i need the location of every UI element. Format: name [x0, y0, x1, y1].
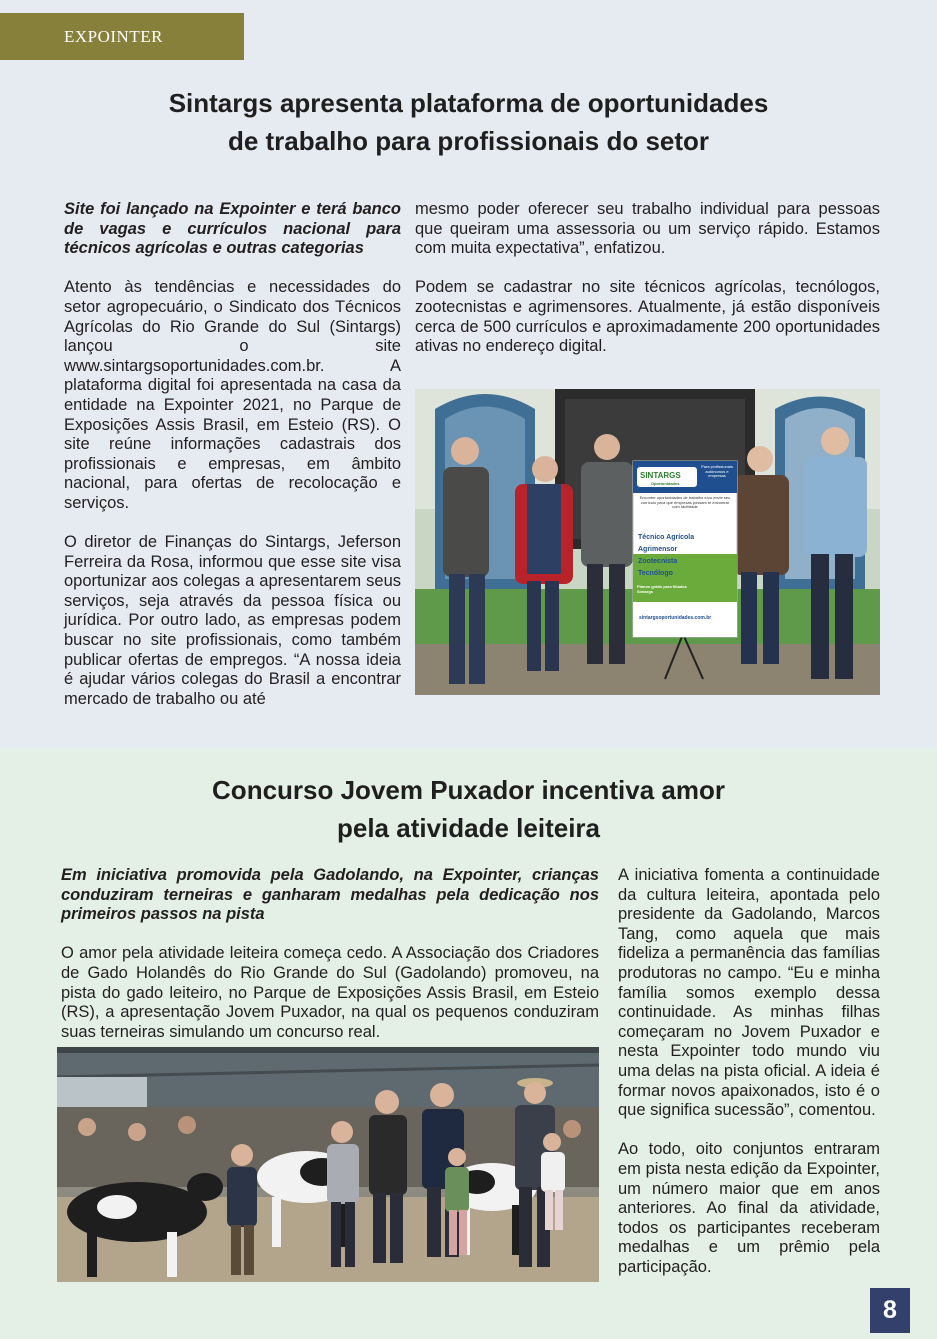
banner-item: Tecnólogo [638, 570, 673, 577]
article1-photo [415, 389, 880, 695]
banner-brand: SINTARGS [640, 471, 681, 480]
article1-paragraph: Atento às tendências e necessidades do setor agropecuário, o Sindicato dos Técnicos Agrícolas do Rio Grande do Sul (Sintargs) lançou o site www.sintargsoportunidades.com.br. A plataforma digital foi apresentada na casa da entidade na Expointer 2021, no Parque de Exposições Assis Brasil, em Esteio (RS). O site reúne informações cadastrais dos profissionais e empresas, em âmbito nacional, para ofertas de recolocação e serviços. [64, 278, 401, 512]
section-label: EXPOINTER [64, 27, 163, 46]
banner-intro: Encontre oportunidades de trabalho e/ou envie seu currículo para que empresas possam te encontrar com facilidade [639, 496, 731, 510]
banner-free-note: Planos grátis para filiados Sintargs [637, 585, 687, 594]
article1-headline-line: Sintargs apresenta plataforma de oportunidades [168, 88, 769, 118]
article1-lead: Site foi lançado na Expointer e terá banco de vagas e currículos nacional para técnicos agrícolas e outras categorias [64, 200, 401, 258]
banner-item: Agrimensor [638, 546, 678, 553]
banner-item: Zootecnista [638, 558, 678, 565]
article2-headline [60, 771, 877, 847]
group-photo-illustration [415, 389, 880, 695]
article1-paragraph: O diretor de Finanças do Sintargs, Jeferson Ferreira da Rosa, informou que esse site visa oportunizar aos colegas a apresentarem seus serviços, seja através da pessoa física ou jurídica. Por outro lado, as empresas podem buscar no site profissionais, como também publicar ofertas de empregos. “A nossa ideia é ajudar vários colegas do Brasil a encontrar mercado de trabalho ou até [64, 533, 401, 708]
article2-photo [57, 1047, 599, 1282]
article1-column-1 [64, 200, 401, 709]
article1-column-2 [415, 200, 880, 357]
article1-paragraph: mesmo poder oferecer seu trabalho individual para pessoas que queiram uma assessoria ou um serviço rápido. Estamos com muita expectativa”, enfatizou. [415, 200, 880, 258]
banner-item: Técnico Agrícola [638, 534, 695, 541]
section-tab [0, 13, 244, 60]
page-number: 8 [883, 1296, 897, 1324]
banner-brand-sub: Oportunidades [651, 481, 680, 486]
article2-paragraph: O amor pela atividade leiteira começa cedo. A Associação dos Criadores de Gado Holandês do Rio Grande do Sul (Gadolando) promoveu, na pista do gado leiteiro, no Parque de Exposições Assis Brasil, em Esteio (RS), a apresentação Jovem Puxador, na qual os pequenos conduziram suas terneiras simulando um concurso real. [61, 944, 599, 1041]
article2-column-2 [618, 866, 880, 1277]
article1-paragraph: Podem se cadastrar no site técnicos agrícolas, tecnólogos, zootecnistas e agrimensores. Atualmente, já estão disponíveis cerca de 500 currículos e aproximadamente 200 oportunidades ativas no endereço digital. [415, 278, 880, 356]
article1-headline-line: de trabalho para profissionais do setor [227, 126, 710, 156]
banner-url: sintargsoportunidades.com.br [639, 615, 712, 621]
article2-headline-line: pela atividade leiteira [336, 813, 600, 843]
banner-side-text: Para profissionais autônomos e empresas [701, 465, 733, 479]
calf-show-illustration [57, 1047, 599, 1282]
page-number-box [870, 1288, 910, 1333]
article2-column-1 [61, 866, 599, 1042]
article2-paragraph: Ao todo, oito conjuntos entraram em pista nesta edição da Expointer, um número maior que em anos anteriores. Ao final da atividade, todos os participantes receberam medalhas e um prêmio pela participação. [618, 1140, 880, 1276]
article1-headline [60, 84, 877, 160]
article2-paragraph: A iniciativa fomenta a continuidade da cultura leiteira, apontada pelo presidente da Gadolando, Marcos Tang, como aquela que mais fideliza a permanência das famílias produtoras no campo. “Eu e minha família somos exemplo dessa continuidade. As minhas filhas começaram no Jovem Puxador e nesta Expointer todo mundo viu uma delas na pista oficial. A ideia é formar novos apaixonados, isto é o que significa sucessão”, comentou. [618, 866, 880, 1120]
article2-lead: Em iniciativa promovida pela Gadolando, na Expointer, crianças conduziram terneiras e ganharam medalhas pela dedicação nos primeiros passos na pista [61, 866, 599, 924]
article2-headline-line: Concurso Jovem Puxador incentiva amor [212, 775, 725, 805]
